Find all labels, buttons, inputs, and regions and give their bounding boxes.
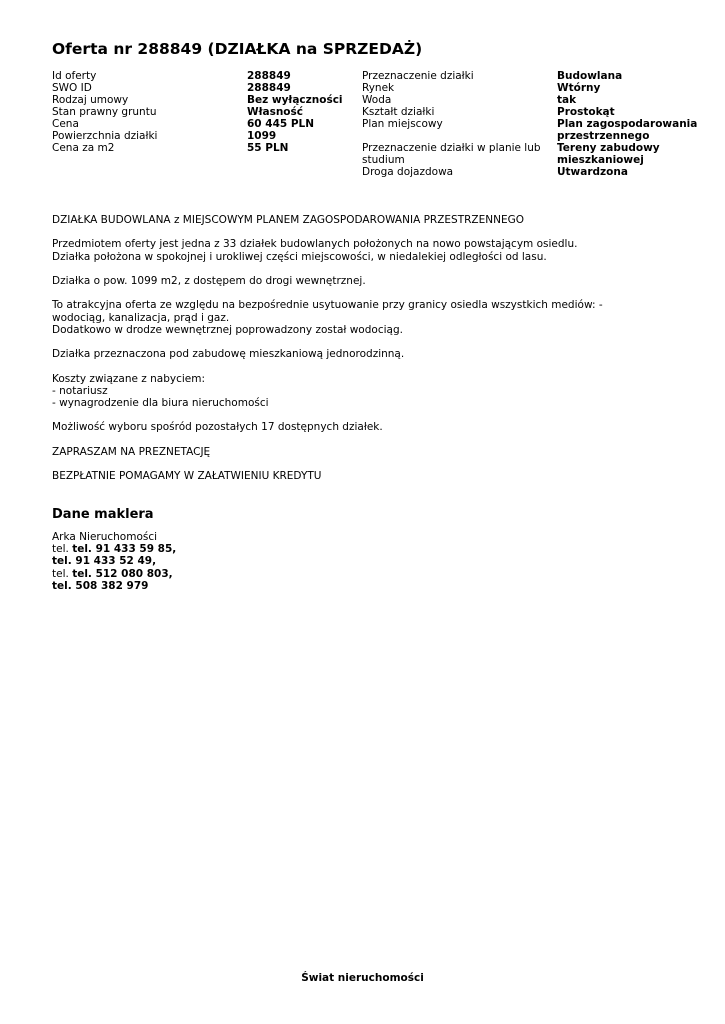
broker-heading: Dane maklera: [52, 507, 154, 522]
broker-phone: tel. 512 080 803,: [72, 567, 173, 580]
value-plot-shape: Prostokąt: [557, 106, 615, 118]
value-offer-id: 288849: [247, 70, 291, 82]
label-market: Rynek: [362, 82, 395, 94]
value-plan-purpose: Tereny zabudowy mieszkaniowej: [557, 142, 660, 167]
description-paragraph: Działka przeznaczona pod zabudowę mieszkaniową jednorodzinną.: [52, 348, 405, 361]
label-contract-type: Rodzaj umowy: [52, 94, 129, 106]
value-price-per-m2: 55 PLN: [247, 142, 289, 154]
tel-prefix: tel.: [52, 567, 69, 580]
value-market: Wtórny: [557, 82, 601, 94]
label-water: Woda: [362, 94, 392, 106]
value-price: 60 445 PLN: [247, 118, 315, 130]
broker-phone: tel. 508 382 979: [52, 579, 149, 592]
label-price: Cena: [52, 118, 79, 130]
label-offer-id: Id oferty: [52, 70, 97, 82]
label-plan-purpose: Przeznaczenie działki w planie lub studium: [362, 142, 541, 167]
broker-info: [52, 531, 176, 592]
label-local-plan: Plan miejscowy: [362, 118, 443, 130]
description-headline: DZIAŁKA BUDOWLANA z MIEJSCOWYM PLANEM ZAGOSPODAROWANIA PRZESTRZENNEGO: [52, 214, 524, 226]
value-swo-id: 288849: [247, 82, 291, 94]
offer-description: [52, 214, 652, 495]
description-paragraph: Przedmiotem oferty jest jedna z 33 działek budowlanych położonych na nowo powstającym osiedlu. Działka położona w spokojnej i urokliwej części miejscowości, w niedalekiej odległości od lasu.: [52, 238, 578, 263]
footer-brand: Świat nieruchomości: [301, 972, 424, 984]
value-plot-purpose: Budowlana: [557, 70, 623, 82]
broker-phone-line: [52, 555, 176, 567]
page-title: Oferta nr 288849 (DZIAŁKA na SPRZEDAŻ): [52, 40, 423, 58]
description-invitation: ZAPRASZAM NA PREZNETACJĘ: [52, 445, 211, 458]
label-plot-purpose: Przeznaczenie działki: [362, 70, 474, 82]
broker-phone-line: [52, 543, 176, 555]
broker-phone: tel. 91 433 59 85,: [72, 543, 177, 556]
description-paragraph: Możliwość wyboru spośród pozostałych 17 dostępnych działek.: [52, 421, 383, 434]
tel-prefix: tel.: [52, 543, 69, 556]
broker-company: Arka Nieruchomości: [52, 531, 158, 543]
label-plot-shape: Kształt działki: [362, 106, 435, 118]
value-plot-area: 1099: [247, 130, 277, 142]
broker-phone-line: [52, 580, 176, 592]
value-local-plan: Plan zagospodarowania przestrzennego: [557, 118, 698, 143]
label-price-per-m2: Cena za m2: [52, 142, 115, 154]
value-contract-type: Bez wyłączności: [247, 94, 343, 106]
broker-phone-line: [52, 568, 176, 580]
description-costs: Koszty związane z nabyciem: - notariusz - wynagrodzenie dla biura nieruchomości: [52, 372, 269, 409]
label-legal-status: Stan prawny gruntu: [52, 106, 157, 118]
description-paragraph: Działka o pow. 1099 m2, z dostępem do drogi wewnętrznej.: [52, 274, 366, 287]
value-water: tak: [557, 94, 577, 106]
broker-phone: tel. 91 433 52 49,: [52, 555, 157, 568]
value-legal-status: Własność: [247, 106, 303, 118]
label-plot-area: Powierzchnia działki: [52, 130, 158, 142]
description-credit-note: BEZPŁATNIE POMAGAMY W ZAŁATWIENIU KREDYTU: [52, 470, 322, 483]
description-paragraph: To atrakcyjna oferta ze względu na bezpośrednie usytuowanie przy granicy osiedla wszystkich mediów: - wodociąg, kanalizacja, prąd i gaz. Dodatkowo w drodze wewnętrznej poprowadzony został wodociąg.: [52, 299, 603, 336]
label-swo-id: SWO ID: [52, 82, 92, 94]
value-access-road: Utwardzona: [557, 166, 628, 178]
label-access-road: Droga dojazdowa: [362, 166, 454, 178]
